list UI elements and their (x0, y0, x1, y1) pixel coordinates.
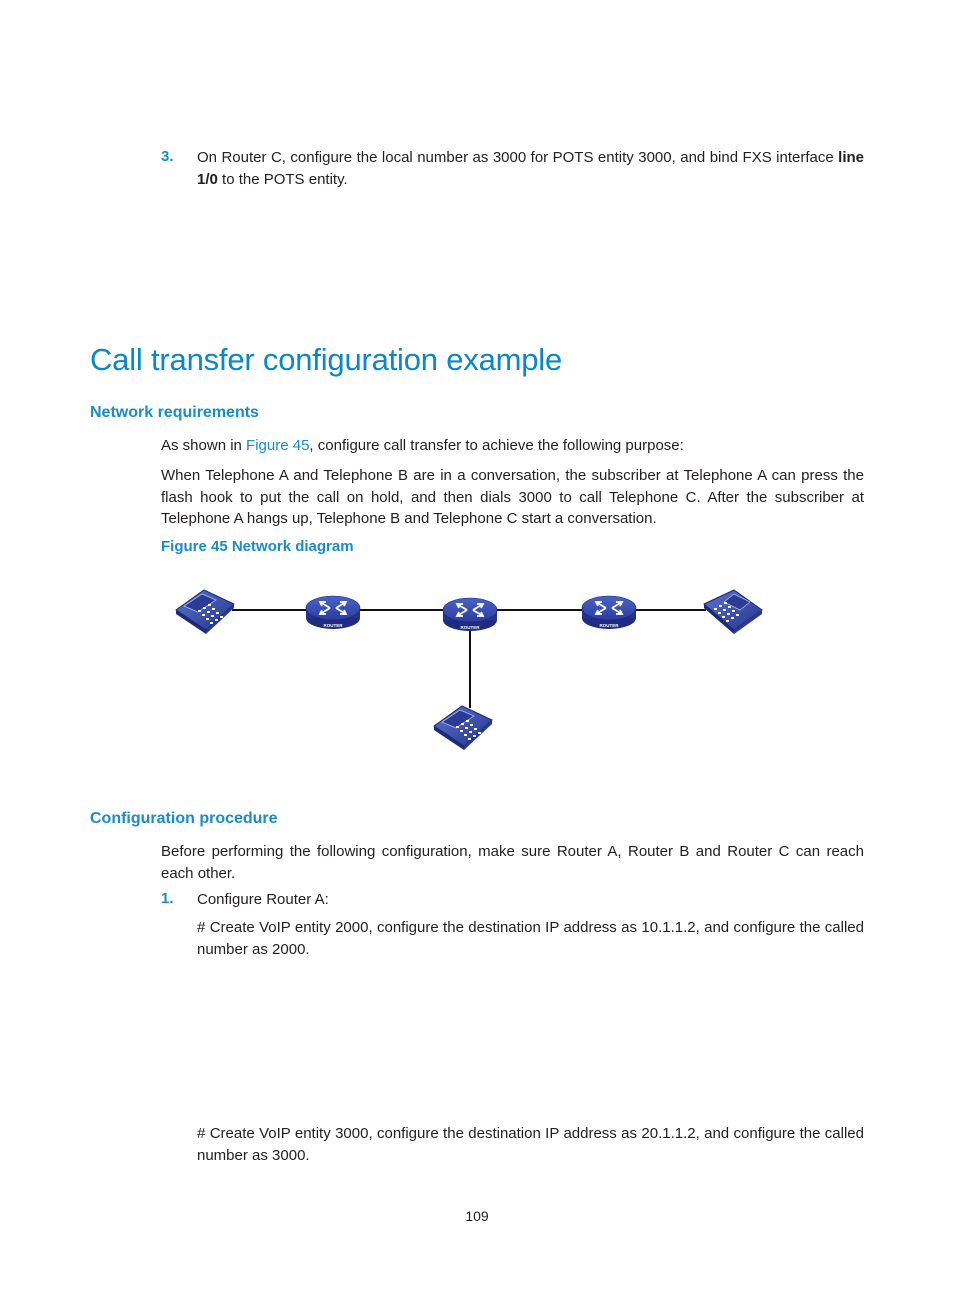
telephone-c-icon (434, 706, 492, 750)
router-b-icon (443, 598, 497, 631)
configuration-procedure-intro: Before performing the following configuration, make sure Router A, Router B and Router C can reach each other. (161, 843, 864, 882)
telephone-a-icon (176, 590, 234, 634)
step-1-text: Configure Router A: (197, 891, 329, 908)
step-3-text: On Router C, configure the local number as 3000 for POTS entity 3000, and bind FXS interface line 1/0 to the POTS entity. (197, 149, 864, 188)
router-a-icon (306, 596, 360, 629)
figure-45-link[interactable]: Figure 45 (246, 437, 310, 454)
router-a-label: ROUTER (323, 623, 343, 628)
network-requirements-paragraph: When Telephone A and Telephone B are in a conversation, the subscriber at Telephone A can press the flash hook to put the call on hold, and then dials 3000 to call Telephone C. After the subscriber at Telephone A hangs up, Telephone B and Telephone C start a conversation. (161, 467, 864, 527)
telephone-b-icon (704, 590, 762, 634)
router-c-label: ROUTER (599, 623, 619, 628)
page-number: 109 (465, 1208, 489, 1224)
voip-3000-comment: # Create VoIP entity 3000, configure the destination IP address as 20.1.1.2, and configure the called number as 3000. (197, 1125, 864, 1164)
step-3-number: 3. (161, 148, 174, 165)
configuration-procedure-heading: Configuration procedure (90, 810, 278, 827)
section-title: Call transfer configuration example (90, 342, 563, 377)
router-c-icon (582, 596, 636, 629)
network-requirements-heading: Network requirements (90, 404, 259, 421)
network-requirements-intro: As shown in Figure 45, configure call transfer to achieve the following purpose: (161, 437, 684, 454)
step-1-number: 1. (161, 890, 174, 907)
interface-name: line 1/0 (197, 149, 864, 188)
figure-caption: Figure 45 Network diagram (161, 538, 354, 555)
router-b-label: ROUTER (460, 625, 480, 630)
voip-2000-comment: # Create VoIP entity 2000, configure the destination IP address as 10.1.1.2, and configure the called number as 2000. (197, 919, 864, 958)
